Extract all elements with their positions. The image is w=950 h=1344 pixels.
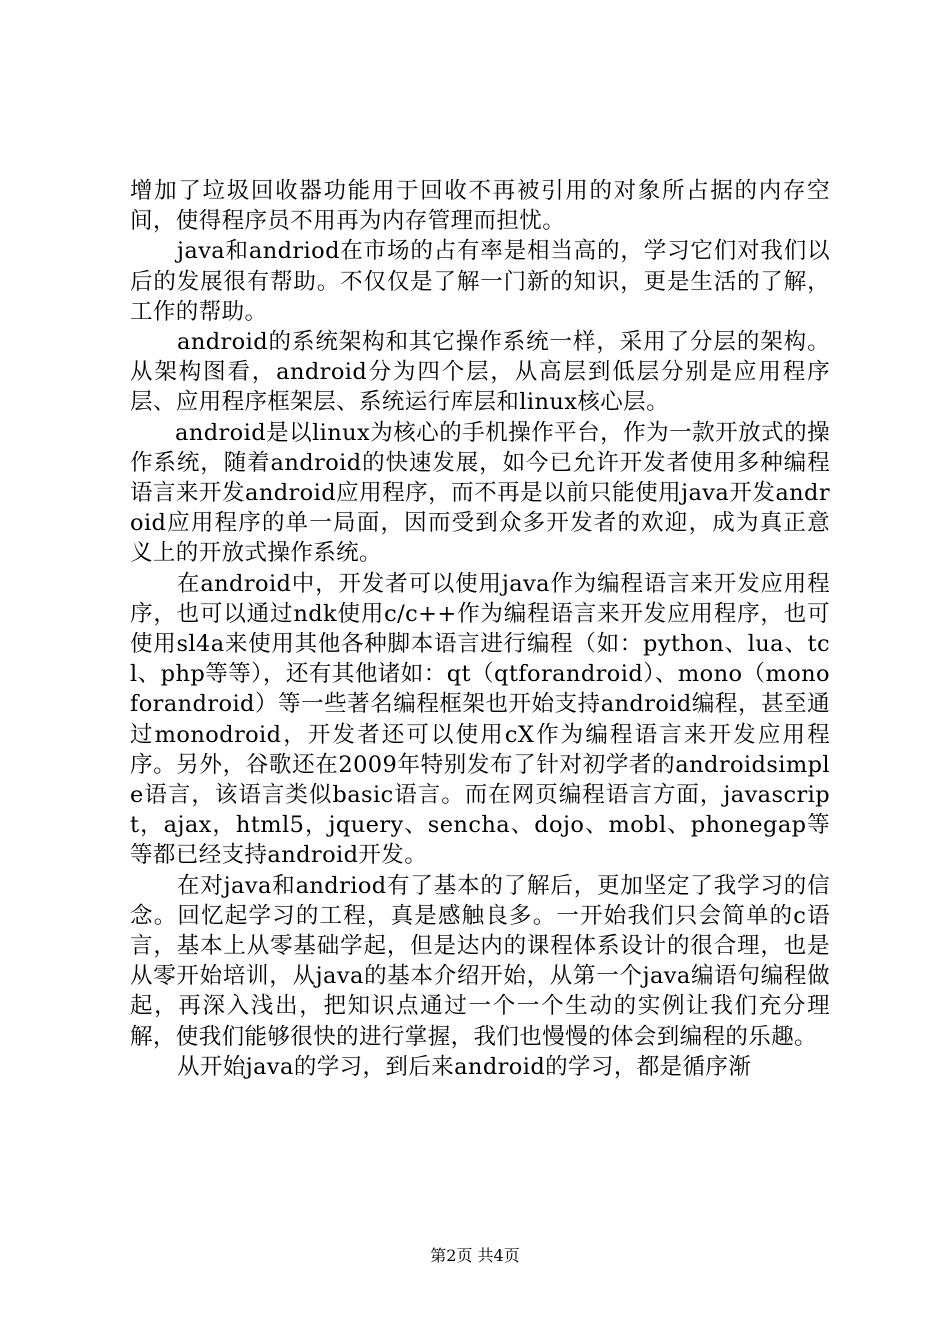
paragraph-1: 增加了垃圾回收器功能用于回收不再被引用的对象所占据的内存空间，使得程序员不用再为内存管理而担忧。 (130, 178, 830, 235)
paragraph-4: android是以linux为核心的手机操作平台，作为一款开放式的操作系统，随着android的快速发展，如今已允许开发者使用多种编程语言来开发android应用程序，而不再是以前只能使用java开发android应用程序的单一局面，因而受到众多开发者的欢迎，成为真正意义上的开放式操作系统。 (130, 419, 830, 567)
page-footer (0, 1246, 950, 1266)
paragraph-2: java和andriod在市场的占有率是相当高的，学习它们对我们以后的发展很有帮助。不仅仅是了解一门新的知识，更是生活的了解，工作的帮助。 (130, 238, 830, 325)
paragraph-3: android的系统架构和其它操作系统一样，采用了分层的架构。从架构图看，android分为四个层，从高层到低层分别是应用程序层、应用程序框架层、系统运行库层和linux核心层。 (130, 329, 830, 416)
page-number-label: 第2页 共4页 (430, 1246, 520, 1265)
body-text (130, 176, 830, 1082)
paragraph-6: 在对java和andriod有了基本的了解后，更加坚定了我学习的信念。回忆起学习的工程，真是感触良多。一开始我们只会简单的c语言，基本上从零基础学起，但是达内的课程体系设计的很合理，也是从零开始培训，从java的基本介绍开始，从第一个java编语句编程做起，再深入浅出，把知识点通过一个一个生动的实例让我们充分理解，使我们能够很快的进行掌握，我们也慢慢的体会到编程的乐趣。 (130, 872, 830, 1050)
paragraph-7: 从开始java的学习，到后来android的学习，都是循序渐 (177, 1053, 752, 1080)
paragraph-5: 在android中，开发者可以使用java作为编程语言来开发应用程序，也可以通过ndk使用c/c++作为编程语言来开发应用程序，也可使用sl4a来使用其他各种脚本语言进行编程（如：python、lua、tcl、php等等），还有其他诸如：qt（qtforandroid）、mono（monoforandroid）等一些著名编程框架也开始支持android编程，甚至通过monodroid，开发者还可以使用cX作为编程语言来开发应用程序。另外，谷歌还在2009年特别发布了针对初学者的androidsimple语言，该语言类似basic语言。而在网页编程语言方面，javascript，ajax，html5，jquery、sencha、dojo、mobl、phonegap等等都已经支持android开发。 (130, 570, 830, 869)
